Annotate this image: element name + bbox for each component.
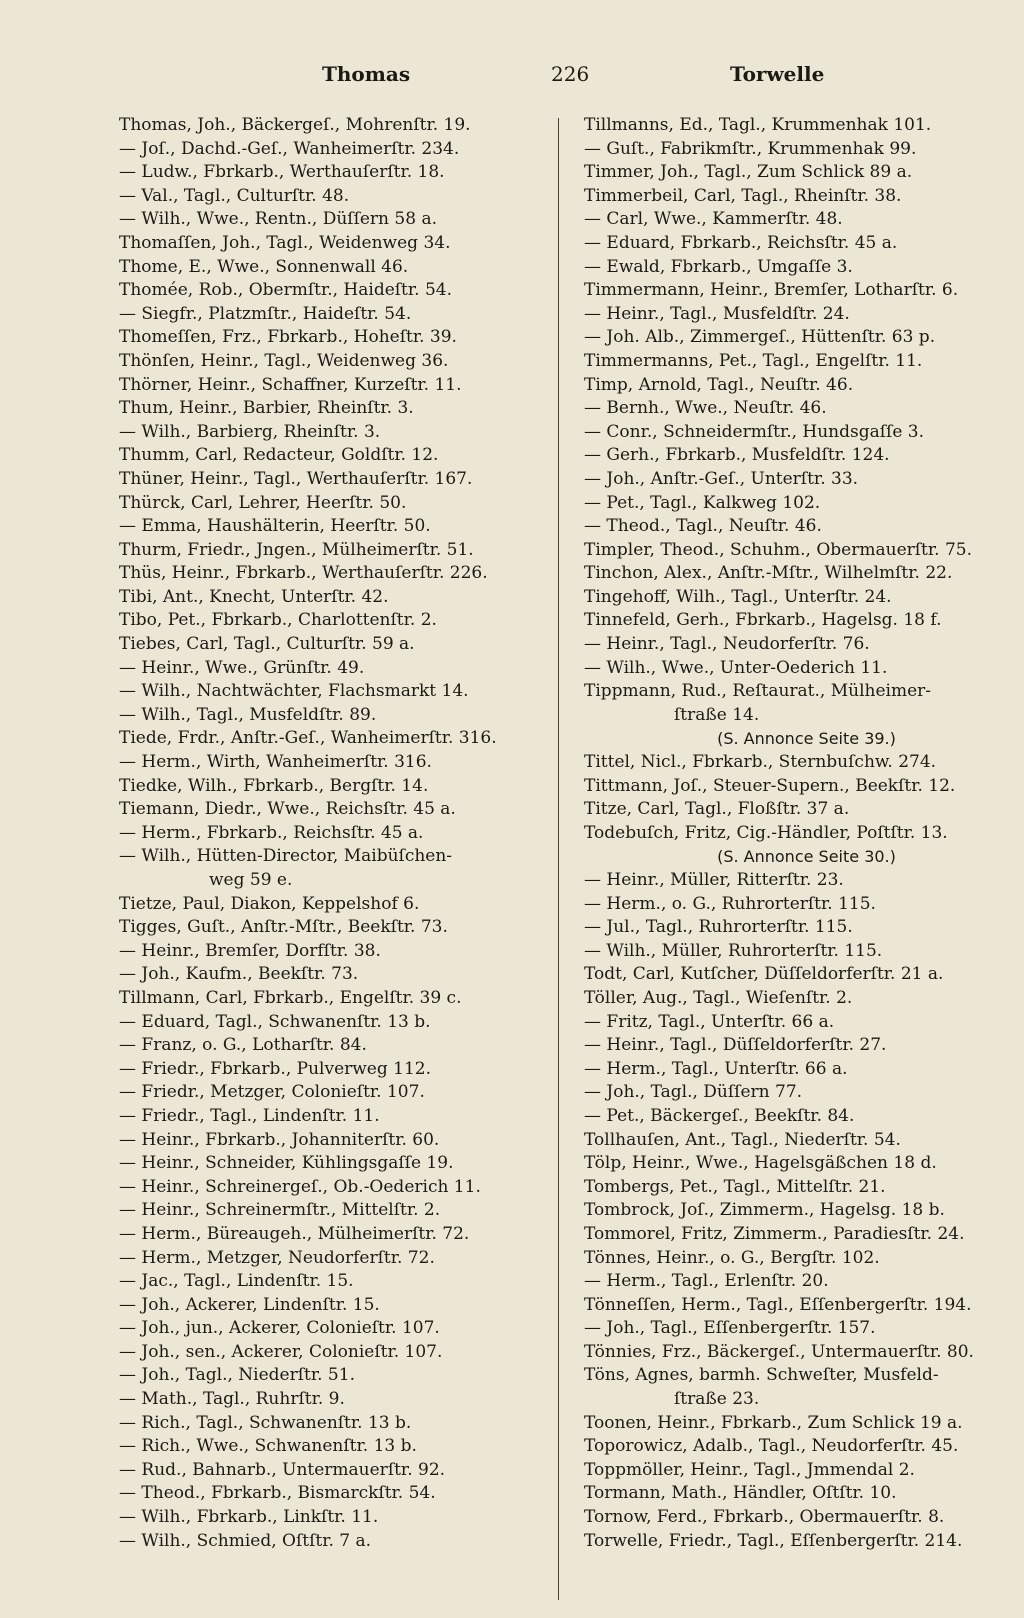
directory-entry: Tornow, Ferd., Fbrkarb., Obermauerſtr. 8. — [584, 1507, 945, 1528]
directory-entry: Toppmöller, Heinr., Tagl., Jmmendal 2. — [584, 1459, 915, 1480]
directory-entry: — Ewald, Fbrkarb., Umgaſſe 3. — [584, 256, 853, 277]
directory-entry: Tiemann, Diedr., Wwe., Reichsſtr. 45 a. — [119, 799, 456, 820]
directory-entry: — Rich., Wwe., Schwanenſtr. 13 b. — [119, 1436, 417, 1457]
directory-entry: Tittmann, Joſ., Steuer-Supern., Beekſtr. 12. — [584, 775, 956, 796]
directory-entry: — Jul., Tagl., Ruhrorterſtr. 115. — [584, 917, 853, 938]
directory-entry: Tönneſſen, Herm., Tagl., Eſſenbergerſtr. 194. — [584, 1294, 972, 1315]
directory-entry: Tiedke, Wilh., Fbrkarb., Bergſtr. 14. — [119, 775, 429, 796]
directory-entry: — Heinr., Müller, Ritterſtr. 23. — [584, 870, 844, 890]
header-right-keyword: Torwelle — [730, 62, 825, 86]
directory-entry: — Ludw., Fbrkarb., Werthauſerſtr. 18. — [119, 162, 445, 183]
directory-entry: — Herm., Tagl., Unterſtr. 66 a. — [584, 1058, 848, 1079]
directory-entry: Tölp, Heinr., Wwe., Hagelsgäßchen 18 d. — [584, 1153, 937, 1174]
directory-entry: — Heinr., Schreinergeſ., Ob.-Oederich 11. — [119, 1176, 481, 1197]
directory-entry: — Heinr., Tagl., Düſſeldorferſtr. 27. — [584, 1035, 887, 1056]
directory-entry: — Friedr., Metzger, Colonieſtr. 107. — [119, 1082, 425, 1103]
directory-entry: — Joh., Kaufm., Beekſtr. 73. — [119, 964, 359, 985]
directory-entry: — Herm., Tagl., Erlenſtr. 20. — [584, 1271, 829, 1292]
directory-entry: Tietze, Paul, Diakon, Keppelshof 6. — [119, 893, 420, 914]
directory-entry: — Joh. Alb., Zimmergeſ., Hüttenſtr. 63 p. — [584, 327, 936, 348]
directory-entry: Thomeſſen, Frz., Fbrkarb., Hoheſtr. 39. — [119, 327, 457, 348]
directory-entry: — Carl, Wwe., Kammerſtr. 48. — [584, 209, 843, 230]
directory-entry: — Joh., Tagl., Eſſenbergerſtr. 157. — [584, 1318, 876, 1339]
directory-entry: Töller, Aug., Tagl., Wieſenſtr. 2. — [584, 987, 853, 1008]
directory-entry: Thörner, Heinr., Schaffner, Kurzeſtr. 11. — [119, 374, 462, 395]
directory-entry: — Heinr., Schneider, Kühlingsgaſſe 19. — [119, 1153, 454, 1174]
directory-entry: Tombrock, Joſ., Zimmerm., Hagelsg. 18 b. — [584, 1200, 945, 1221]
directory-entry: — Wilh., Wwe., Unter-Oederich 11. — [584, 657, 888, 678]
directory-entry: Thomée, Rob., Obermſtr., Haideſtr. 54. — [119, 280, 452, 301]
directory-entry: — Joh., Anſtr.-Geſ., Unterſtr. 33. — [584, 468, 859, 489]
directory-entry: — Conr., Schneidermſtr., Hundsgaſſe 3. — [584, 421, 925, 442]
directory-entry: Thome, E., Wwe., Sonnenwall 46. — [119, 256, 409, 277]
directory-entry: — Wilh., Hütten-Director, Maibüſchen- — [119, 846, 453, 867]
directory-entry: — Joh., Tagl., Niederſtr. 51. — [119, 1365, 355, 1386]
directory-entry: — Val., Tagl., Culturſtr. 48. — [119, 185, 350, 206]
directory-entry: Titze, Carl, Tagl., Floßſtr. 37 a. — [584, 799, 850, 820]
directory-entry: Thüner, Heinr., Tagl., Werthauſerſtr. 167. — [119, 468, 473, 489]
directory-entry: Tiebes, Carl, Tagl., Culturſtr. 59 a. — [119, 634, 415, 655]
directory-entry: Tingehoff, Wilh., Tagl., Unterſtr. 24. — [584, 586, 892, 607]
directory-entry: — Heinr., Bremſer, Dorfſtr. 38. — [119, 940, 381, 961]
directory-entry: Tippmann, Rud., Reſtaurat., Mülheimer- — [584, 681, 932, 702]
directory-entry: Todebuſch, Fritz, Cig.-Händler, Poſtſtr. 13. — [584, 822, 948, 843]
directory-entry: Tollhauſen, Ant., Tagl., Niederſtr. 54. — [584, 1129, 901, 1150]
directory-entry: Timmerbeil, Carl, Tagl., Rheinſtr. 38. — [584, 185, 902, 206]
directory-entry: — Friedr., Fbrkarb., Pulverweg 112. — [119, 1058, 432, 1079]
directory-entry: — Gerh., Fbrkarb., Musfeldſtr. 124. — [584, 445, 890, 466]
directory-entry: Tibi, Ant., Knecht, Unterſtr. 42. — [119, 586, 389, 607]
directory-entry: — Math., Tagl., Ruhrſtr. 9. — [119, 1389, 345, 1410]
directory-entry: Tittel, Nicl., Fbrkarb., Sternbuſchw. 274. — [584, 752, 937, 773]
directory-entry: Todt, Carl, Kutſcher, Düſſeldorferſtr. 21 a. — [584, 964, 944, 985]
directory-entry: Tönnes, Heinr., o. G., Bergſtr. 102. — [584, 1247, 880, 1268]
directory-entry: — Theod., Tagl., Neuſtr. 46. — [584, 516, 822, 537]
directory-entry: — Franz, o. G., Lotharſtr. 84. — [119, 1035, 367, 1056]
directory-entry: — Joh., Ackerer, Lindenſtr. 15. — [119, 1294, 380, 1315]
directory-entry: (S. Annonce Seite 30.) — [717, 847, 896, 867]
directory-entry: Töns, Agnes, barmh. Schweſter, Musfeld- — [584, 1365, 939, 1386]
directory-entry: Toonen, Heinr., Fbrkarb., Zum Schlick 19 a. — [584, 1412, 963, 1433]
directory-entry: — Wilh., Nachtwächter, Flachsmarkt 14. — [119, 681, 469, 702]
directory-entry: (S. Annonce Seite 39.) — [717, 729, 896, 749]
directory-entry: — Herm., Metzger, Neudorferſtr. 72. — [119, 1247, 435, 1268]
directory-entry: Thomaſſen, Joh., Tagl., Weidenweg 34. — [119, 232, 451, 253]
directory-entry: Thönſen, Heinr., Tagl., Weidenweg 36. — [119, 350, 449, 371]
directory-entry: — Heinr., Schreinermſtr., Mittelſtr. 2. — [119, 1200, 441, 1221]
left-column — [119, 114, 544, 1553]
directory-entry: Thumm, Carl, Redacteur, Goldſtr. 12. — [119, 445, 439, 466]
directory-entry: Torwelle, Friedr., Tagl., Eſſenbergerſtr. 214. — [584, 1530, 963, 1551]
directory-entry: Thurm, Friedr., Jngen., Mülheimerſtr. 51. — [119, 539, 474, 560]
directory-entry: Thüs, Heinr., Fbrkarb., Werthauſerſtr. 226. — [119, 563, 488, 584]
directory-entry: Timmermanns, Pet., Tagl., Engelſtr. 11. — [584, 350, 923, 371]
directory-entry: — Emma, Haushälterin, Heerſtr. 50. — [119, 516, 431, 537]
directory-entry: Toporowicz, Adalb., Tagl., Neudorferſtr. 45. — [584, 1436, 959, 1457]
directory-entry: — Wilh., Wwe., Rentn., Düſſern 58 a. — [119, 209, 437, 230]
directory-entry: — Wilh., Müller, Ruhrorterſtr. 115. — [584, 940, 883, 961]
directory-entry: Tinnefeld, Gerh., Fbrkarb., Hagelsg. 18 f. — [584, 610, 942, 631]
directory-entry: Tiede, Frdr., Anſtr.-Geſ., Wanheimerſtr. 316. — [119, 728, 497, 749]
directory-entry: — Wilh., Tagl., Musfeldſtr. 89. — [119, 704, 377, 725]
directory-entry: — Wilh., Barbierg, Rheinſtr. 3. — [119, 421, 381, 442]
directory-entry: Tibo, Pet., Fbrkarb., Charlottenſtr. 2. — [119, 610, 437, 631]
page-number: 226 — [551, 62, 590, 86]
directory-entry: Tigges, Guſt., Anſtr.-Mſtr., Beekſtr. 73. — [119, 917, 448, 938]
right-column — [584, 114, 1009, 1553]
directory-entry: Thürck, Carl, Lehrer, Heerſtr. 50. — [119, 492, 407, 513]
directory-entry: Tombergs, Pet., Tagl., Mittelſtr. 21. — [584, 1176, 886, 1197]
directory-entry: — Joh., sen., Ackerer, Colonieſtr. 107. — [119, 1341, 443, 1362]
directory-entry: — Eduard, Tagl., Schwanenſtr. 13 b. — [119, 1011, 431, 1032]
directory-entry: — Herm., Wirth, Wanheimerſtr. 316. — [119, 752, 432, 773]
directory-entry: — Herm., Fbrkarb., Reichsſtr. 45 a. — [119, 822, 424, 843]
directory-entry: — Eduard, Fbrkarb., Reichsſtr. 45 a. — [584, 232, 898, 253]
directory-entry: — Heinr., Fbrkarb., Johanniterſtr. 60. — [119, 1129, 440, 1150]
directory-entry: Thum, Heinr., Barbier, Rheinſtr. 3. — [119, 398, 414, 419]
directory-entry: — Bernh., Wwe., Neuſtr. 46. — [584, 398, 827, 419]
directory-entry: Timp, Arnold, Tagl., Neuſtr. 46. — [584, 374, 854, 395]
directory-entry: Tönnies, Frz., Bäckergeſ., Untermauerſtr. 80. — [584, 1341, 974, 1362]
directory-entry: — Rich., Tagl., Schwanenſtr. 13 b. — [119, 1412, 412, 1433]
directory-entry: — Pet., Tagl., Kalkweg 102. — [584, 492, 821, 513]
directory-entry: Tommorel, Fritz, Zimmerm., Paradiesſtr. 24. — [584, 1223, 965, 1244]
page-header — [0, 62, 1024, 92]
directory-entry: — Joh., jun., Ackerer, Colonieſtr. 107. — [119, 1318, 440, 1339]
directory-entry: — Herm., Büreaugeh., Mülheimerſtr. 72. — [119, 1223, 470, 1244]
directory-entry: Thomas, Joh., Bäckergeſ., Mohrenſtr. 19. — [119, 115, 471, 135]
directory-entry: — Heinr., Tagl., Musfeldſtr. 24. — [584, 303, 850, 324]
directory-entry: — Fritz, Tagl., Unterſtr. 66 a. — [584, 1011, 835, 1032]
directory-entry: weg 59 e. — [209, 870, 293, 890]
directory-entry: — Wilh., Schmied, Oſtſtr. 7 a. — [119, 1530, 372, 1551]
directory-entry: Tillmann, Carl, Fbrkarb., Engelſtr. 39 c. — [119, 987, 462, 1008]
directory-entry: Tillmanns, Ed., Tagl., Krummenhak 101. — [584, 115, 932, 135]
directory-entry: — Heinr., Tagl., Neudorferſtr. 76. — [584, 634, 870, 655]
directory-entry: — Friedr., Tagl., Lindenſtr. 11. — [119, 1105, 380, 1126]
directory-entry: — Wilh., Fbrkarb., Linkſtr. 11. — [119, 1507, 379, 1528]
directory-entry: — Pet., Bäckergeſ., Beekſtr. 84. — [584, 1105, 855, 1126]
directory-entry: — Siegfr., Platzmſtr., Haideſtr. 54. — [119, 303, 412, 324]
directory-entry: ſtraße 14. — [674, 704, 760, 725]
directory-entry: ſtraße 23. — [674, 1389, 760, 1410]
column-divider — [558, 118, 559, 1600]
directory-entry: — Joh., Tagl., Düſſern 77. — [584, 1082, 803, 1103]
directory-entry: Timmermann, Heinr., Bremſer, Lotharſtr. 6. — [584, 280, 959, 301]
header-left-keyword: Thomas — [322, 62, 411, 86]
directory-entry: Timpler, Theod., Schuhm., Obermauerſtr. 75. — [584, 539, 972, 560]
directory-entry: Tinchon, Alex., Anſtr.-Mſtr., Wilhelmſtr. 22. — [584, 563, 953, 584]
directory-entry: — Joſ., Dachd.-Geſ., Wanheimerſtr. 234. — [119, 138, 460, 159]
directory-entry: — Rud., Bahnarb., Untermauerſtr. 92. — [119, 1459, 446, 1480]
directory-entry: — Guſt., Fabrikmſtr., Krummenhak 99. — [584, 138, 917, 159]
directory-entry: Timmer, Joh., Tagl., Zum Schlick 89 a. — [584, 162, 913, 183]
directory-entry: — Jac., Tagl., Lindenſtr. 15. — [119, 1271, 354, 1292]
directory-entry: Tormann, Math., Händler, Oſtſtr. 10. — [584, 1483, 897, 1504]
directory-entry: — Herm., o. G., Ruhrorterſtr. 115. — [584, 893, 876, 914]
directory-entry: — Theod., Fbrkarb., Bismarckſtr. 54. — [119, 1483, 436, 1504]
directory-entry: — Heinr., Wwe., Grünſtr. 49. — [119, 657, 365, 678]
